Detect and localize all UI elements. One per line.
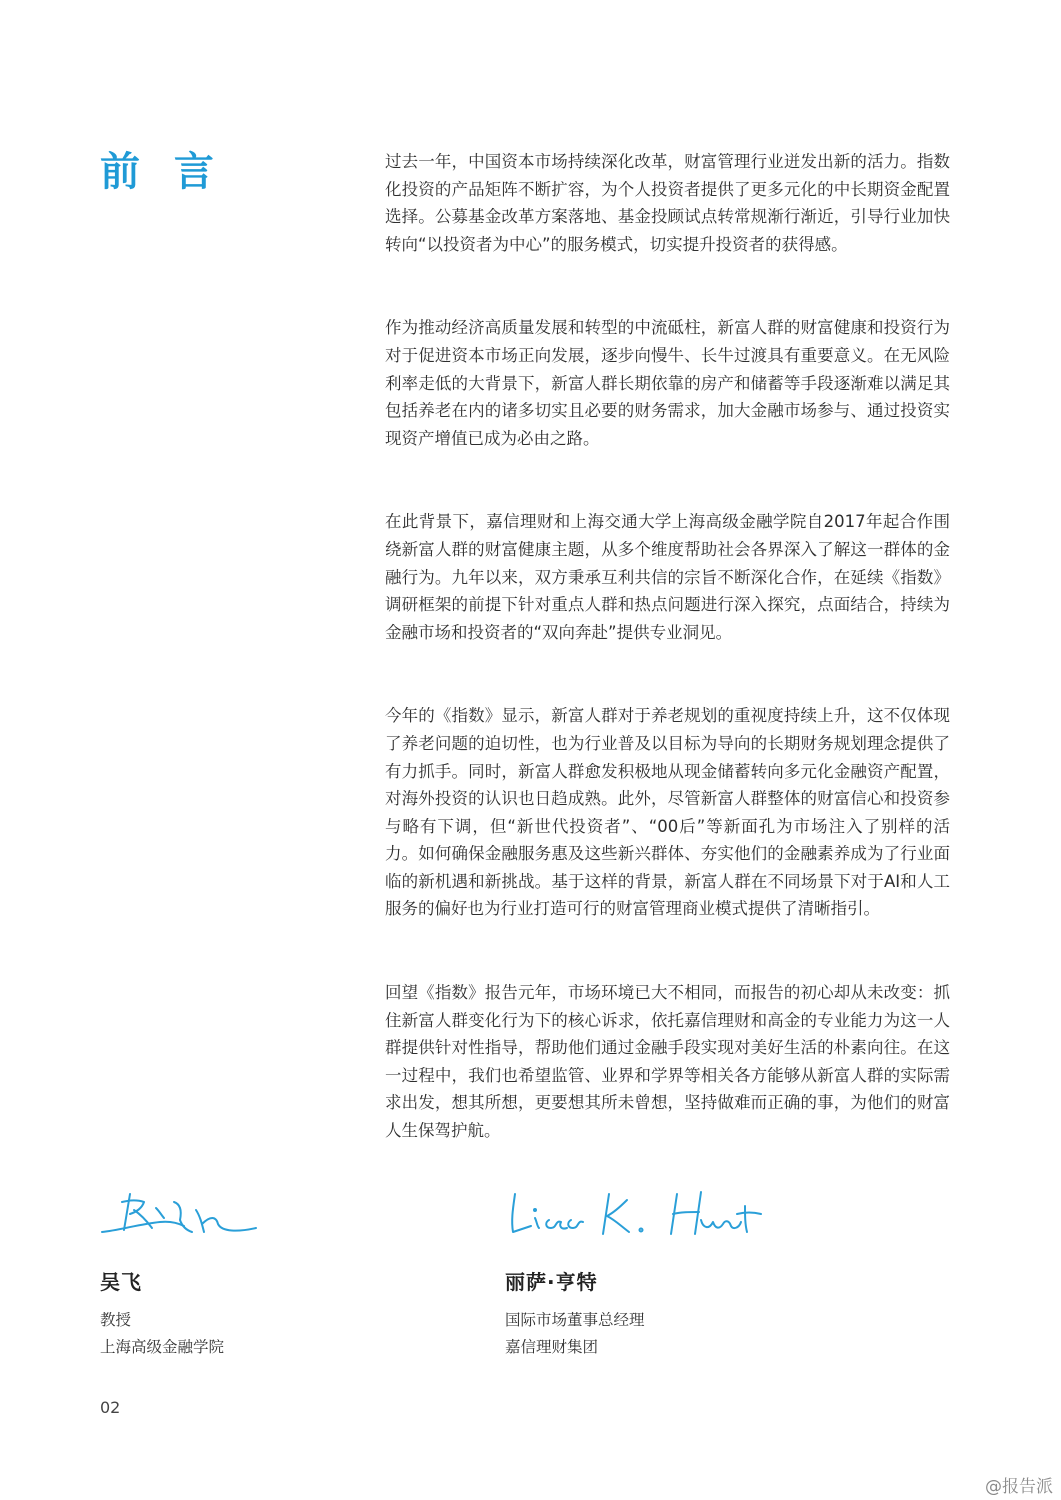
preface-paragraph: 在此背景下，嘉信理财和上海交通大学上海高级金融学院自2017年起合作围绕新富人群的财富健康主题，从多个维度帮助社会各界深入了解这一群体的金融行为。九年以来，双方秉承互利共信的宗旨不断深化合作，在延续《指数》调研框架的前提下针对重点人群和热点问题进行深入探究，点面结合，持续为金融市场和投资者的“双向奔赴”提供专业洞见。 — [385, 512, 950, 642]
watermark: @报告派 — [985, 1477, 1053, 1497]
page-number: 02 — [100, 1398, 121, 1417]
signatory-block-lisa-hunt — [505, 1180, 765, 1361]
preface-paragraph: 回望《指数》报告元年，市场环境已大不相同，而报告的初心却从未改变：抓住新富人群变化行为下的核心诉求，依托嘉信理财和高金的专业能力为这一人群提供针对性指导，帮助他们通过金融手段实现对美好生活的朴素向往。在这一过程中，我们也希望监管、业界和学界等相关各方能够从新富人群的实际需求出发，想其所想，更要想其所未曾想，坚持做难而正确的事，为他们的财富人生保驾护航。 — [385, 983, 950, 1141]
handwritten-signature-lisa-hunt — [505, 1180, 765, 1250]
page-title: 前 言 — [100, 149, 224, 195]
signatory-title: 教授 — [100, 1311, 132, 1329]
preface-paragraph: 今年的《指数》显示，新富人群对于养老规划的重视度持续上升，这不仅体现了养老问题的迫切性，也为行业普及以目标为导向的长期财务规划理念提供了有力抓手。同时，新富人群愈发积极地从现金储蓄转向多元化金融资产配置，对海外投资的认识也日趋成熟。此外，尽管新富人群整体的财富信心和投资参与略有下调，但“新世代投资者”、“00后”等新面孔为市场注入了别样的活力。如何确保金融服务惠及这些新兴群体、夯实他们的金融素养成为了行业面临的新机遇和新挑战。基于这样的背景，新富人群在不同场景下对于AI和人工服务的偏好也为行业打造可行的财富管理商业模式提供了清晰指引。 — [385, 706, 950, 919]
preface-body — [385, 148, 950, 1201]
handwritten-signature-wu-fei — [100, 1180, 260, 1250]
preface-paragraph: 作为推动经济高质量发展和转型的中流砥柱，新富人群的财富健康和投资行为对于促进资本市场正向发展，逐步向慢牛、长牛过渡具有重要意义。在无风险利率走低的大背景下，新富人群长期依靠的房产和储蓄等手段逐渐难以满足其包括养老在内的诸多切实且必要的财务需求，加大金融市场参与、通过投资实现资产增值已成为必由之路。 — [385, 318, 950, 448]
signatory-name: 吴飞 — [100, 1270, 142, 1294]
signatory-organization: 上海高级金融学院 — [100, 1338, 225, 1356]
signatory-organization: 嘉信理财集团 — [505, 1338, 599, 1356]
preface-paragraph: 过去一年，中国资本市场持续深化改革，财富管理行业迸发出新的活力。指数化投资的产品矩阵不断扩容，为个人投资者提供了更多元化的中长期资金配置选择。公募基金改革方案落地、基金投顾试点转常规渐行渐近，引导行业加快转向“以投资者为中心”的服务模式，切实提升投资者的获得感。 — [385, 152, 950, 254]
signatory-title: 国际市场董事总经理 — [505, 1311, 645, 1329]
signatory-name: 丽萨·亨特 — [505, 1270, 598, 1294]
signatory-block-wu-fei — [100, 1180, 260, 1361]
